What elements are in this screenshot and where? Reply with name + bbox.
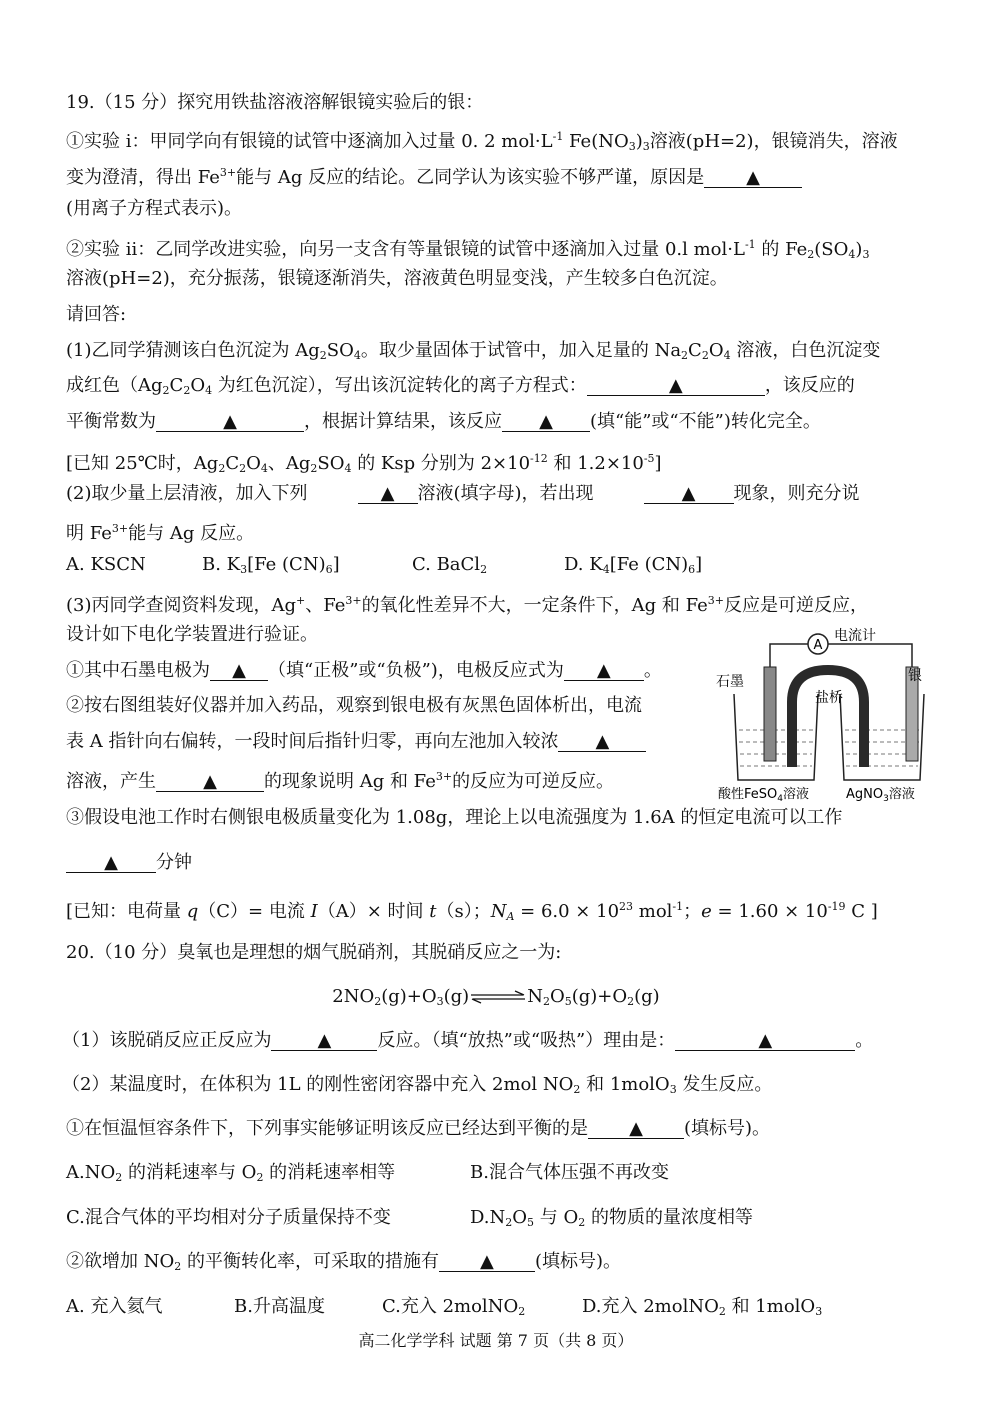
q19-header: 19.（15 分）探究用铁盐溶液溶解银镜实验后的银： [66, 92, 484, 113]
option-c: C.混合气体的平均相对分子质量保持不变 [66, 1207, 391, 1228]
q20-options-ab [66, 1160, 932, 1191]
ammeter-label: 电流计 [834, 628, 876, 644]
answer-blank[interactable]: ▲ [439, 1251, 535, 1272]
answer-blank[interactable]: ▲ [210, 660, 268, 681]
page-footer: 高二化学学科 试题 第 7 页（共 8 页） [358, 1331, 634, 1350]
q20-p2: （2）某温度时，在体积为 1L 的刚性密闭容器中充入 2mol $NO_2$ 和 1molO$_3$ 发生反应。 [62, 1074, 773, 1096]
q19-p3-sub3-line1: ③假设电池工作时右侧银电极质量变化为 1.08g，理论上以电流强度为 1.6A 的恒定电流可以工作 [66, 807, 843, 828]
q19-p3-sub2-line1: ②按右图组装好仪器并加入药品，观察到银电极有灰黑色固体析出，电流 [66, 695, 642, 716]
answer-blank[interactable]: ▲ [156, 771, 264, 792]
ammeter-symbol: A [813, 638, 823, 653]
q20-options-2 [66, 1294, 932, 1325]
q19-p3-given: [已知：电荷量 q（C）= 电流 I（A）× 时间 t（s）；$N_A = 6.0 \times 10^{23}$ mol$^{-1}$；$e = 1.60 \times 10^{-19}$ C ] [66, 900, 878, 923]
answer-blank[interactable]: ▲ [564, 660, 644, 681]
q19-exp2-line2: 溶液(pH=2)，充分振荡，银镜逐渐消失，溶液黄色明显变浅，产生较多白色沉淀。 [66, 268, 728, 289]
graphite-electrode [764, 667, 776, 761]
q20-sub1: ①在恒温恒容条件下，下列事实能够证明该反应已经达到平衡的是 ▲ (填标号)。 [66, 1118, 771, 1139]
left-solution-label: 酸性FeSO$_4$溶液 [718, 787, 809, 802]
q19-p3-sub3-line2: ▲ 分钟 [66, 850, 932, 876]
option-c: C. BaCl$_2$ [412, 554, 488, 576]
answer-blank[interactable]: ▲ [502, 411, 590, 432]
silver-label: 银 [908, 668, 922, 684]
q19-p1-line1: (1)乙同学猜测该白色沉淀为 $Ag_2SO_4$。取少量固体于试管中，加入足量的 $Na_2C_2O_4$ 溶液，白色沉淀变 [66, 340, 881, 362]
q19-p2-line1: (2)取少量上层清液，加入下列 ▲ 溶液(填字母)，若出现 ▲ 现象，则充分说 [66, 483, 860, 504]
q19-please-answer: 请回答: [66, 304, 127, 325]
answer-blank[interactable]: ▲ [588, 1118, 684, 1139]
answer-blank[interactable]: ▲ [156, 411, 304, 432]
option-b: B.升高温度 [234, 1296, 325, 1317]
graphite-label: 石墨 [716, 674, 744, 690]
q19-p1-given: [已知 25℃时，$Ag_2C_2O_4$、$Ag_2SO_4$ 的 Ksp 分别为 $2\times 10^{-12}$ 和 $1.2\times 10^{-5}$] [66, 452, 662, 475]
q19-exp1-line2: 变为澄清，得出 $Fe^{3+}$能与 Ag 反应的结论。乙同学认为该实验不够严谨，原因是 ▲ [66, 160, 932, 191]
answer-blank[interactable]: ▲ [271, 1030, 377, 1051]
salt-bridge-label: 盐桥 [815, 690, 843, 706]
answer-blank[interactable]: ▲ [704, 167, 802, 188]
q19-p1-line2: 成红色（$Ag_2C_2O_4$ 为红色沉淀），写出该沉淀转化的离子方程式： ▲ ，该反应的 [66, 375, 855, 397]
option-d: $D.N_2O_5$ 与 $O_2$ 的物质的量浓度相等 [470, 1207, 753, 1229]
q20-header: 20.（10 分）臭氧也是理想的烟气脱硝剂，其脱硝反应之一为: [66, 942, 562, 963]
q19-exp1-line1: ①实验 i：甲同学向有银镜的试管中逐滴加入过量 0. 2 $mol\cdot L^{-1}$ $Fe(NO_3)_3$溶液(pH=2)，银镜消失，溶液 [66, 130, 898, 153]
q19-p2-options [66, 552, 932, 583]
answer-blank[interactable]: ▲ [587, 375, 765, 396]
answer-blank[interactable]: ▲ [358, 483, 418, 504]
q19-exp1-line3: (用离子方程式表示)。 [66, 198, 243, 219]
wire [770, 644, 912, 667]
answer-blank[interactable]: ▲ [558, 731, 646, 752]
q20-options-cd [66, 1205, 932, 1236]
option-d: D. $K_4[Fe$ $(CN)_6$] [564, 554, 703, 576]
q20-sub2: ②欲增加 $NO_2$ 的平衡转化率，可采取的措施有 ▲ (填标号)。 [66, 1251, 622, 1273]
option-a: A. 充入氦气 [66, 1296, 163, 1317]
right-solution-label: AgNO$_3$溶液 [846, 787, 915, 802]
q19-p1-line3: 平衡常数为 ▲ ，根据计算结果，该反应 ▲ (填“能”或“不能”)转化完全。 [66, 411, 821, 432]
q20-p1: （1）该脱硝反应正反应为 ▲ 反应。（填“放热”或“吸热”）理由是： ▲ 。 [62, 1030, 874, 1051]
option-d: D.充入 2molNO$_2$ 和 1molO$_3$ [582, 1296, 823, 1318]
q19-exp2-line1: ②实验 ii：乙同学改进实验，向另一支含有等量银镜的试管中逐滴加入过量 0.l $mol\cdot L^{-1}$ 的 $Fe_2(SO_4)_3$ [66, 238, 870, 261]
option-a: A. KSCN [66, 554, 146, 575]
option-b: B. $K_3[Fe$ $(CN)_6$] [202, 554, 340, 576]
equilibrium-arrow-icon [469, 990, 527, 1004]
q19-p2-line2: 明 $Fe^{3+}$能与 Ag 反应。 [66, 522, 255, 544]
q19-p3-sub2-line3: 溶液，产生 ▲ 的现象说明 Ag 和 $Fe^{3+}$的反应为可逆反应。 [66, 770, 615, 792]
q19-p3-sub2-line2: 表 A 指针向右偏转，一段时间后指针归零，再向左池加入较浓 ▲ [66, 729, 932, 755]
q19-p3-line2: 设计如下电化学装置进行验证。 [66, 624, 318, 645]
answer-blank[interactable]: ▲ [644, 483, 734, 504]
option-c: C.充入 2molNO$_2$ [382, 1296, 526, 1318]
q20-equation: $2NO_2(g)+O_3(g)$ $N_2O_5(g)+O_2(g)$ [332, 986, 660, 1008]
answer-blank[interactable]: ▲ [66, 852, 156, 873]
answer-blank[interactable]: ▲ [675, 1030, 855, 1051]
q19-p3-line1: (3)丙同学查阅资料发现，Ag+、$Fe^{3+}$的氧化性差异不大，一定条件下，Ag 和 $Fe^{3+}$反应是可逆反应， [66, 594, 868, 616]
salt-bridge [792, 670, 864, 767]
option-a: $A.NO_2$ 的消耗速率与 $O_2$ 的消耗速率相等 [66, 1162, 396, 1184]
option-b: B.混合气体压强不再改变 [470, 1162, 669, 1183]
q19-p3-sub1: ①其中石墨电极为 ▲ （填“正极”或“负极”)，电极反应式为 ▲ 。 [66, 660, 662, 681]
electrochemical-cell-diagram [712, 622, 930, 802]
